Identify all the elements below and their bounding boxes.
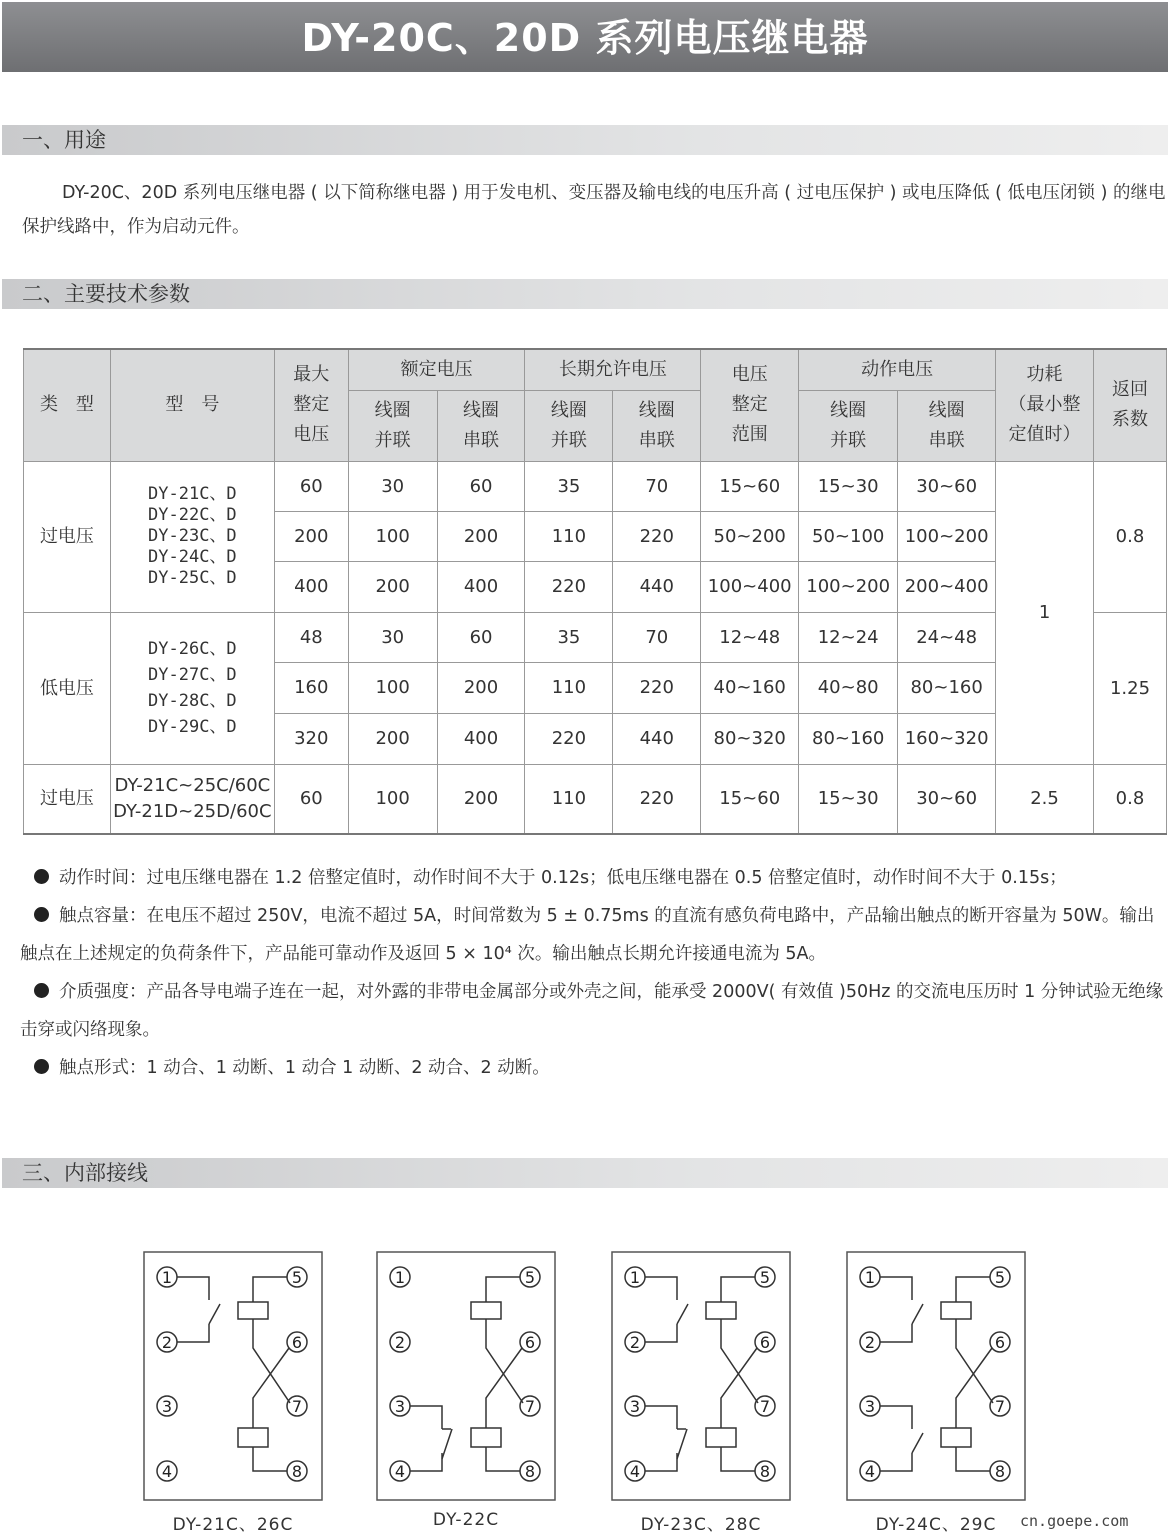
- wiring-diagram: [143, 1251, 323, 1501]
- svg-text:8: 8: [524, 1462, 536, 1481]
- svg-text:7: 7: [759, 1397, 771, 1416]
- bullet-icon: [34, 1059, 49, 1074]
- table-cell: 80~160: [898, 662, 996, 713]
- contact-make-icon: [880, 1406, 923, 1471]
- svg-text:7: 7: [291, 1397, 303, 1416]
- terminal-3-icon: [390, 1396, 410, 1416]
- terminal-8-icon: [755, 1461, 775, 1481]
- terminal-2-icon: [390, 1332, 410, 1352]
- table-cell: 100~400: [701, 561, 799, 612]
- svg-text:1: 1: [864, 1268, 876, 1287]
- svg-text:6: 6: [994, 1333, 1006, 1352]
- terminal-7-icon: [287, 1396, 307, 1416]
- svg-text:2: 2: [394, 1333, 406, 1352]
- header-model: 型 号: [110, 349, 274, 461]
- header-action-voltage: 动作电压: [799, 349, 996, 390]
- note-text: 触点容量：在电压不超过 250V，电流不超过 5A，时间常数为 5 ± 0.75ms 的直流有感负荷电路中，产品输出触点的断开容量为 50W。输出触点在上述规定的负荷条件下，产品能可靠动作及返回 5 × 10⁴ 次。输出触点长期允许接通电流为 5A。: [20, 906, 1155, 964]
- contact-make-icon: [645, 1277, 688, 1342]
- header-setting-range: 电压 整定 范围: [701, 349, 799, 461]
- header-parallel: 线圈 并联: [799, 390, 898, 461]
- terminal-5-icon: [520, 1267, 540, 1287]
- table-cell: 200: [348, 713, 437, 764]
- table-row: [24, 764, 1167, 834]
- svg-text:6: 6: [291, 1333, 303, 1352]
- svg-text:5: 5: [524, 1268, 536, 1287]
- table-cell: 100~200: [898, 511, 996, 561]
- spec-notes: [20, 859, 1167, 1087]
- cell-return-coef: 1.25: [1093, 612, 1166, 764]
- wiring-diagram: [611, 1251, 791, 1501]
- svg-text:8: 8: [759, 1462, 771, 1481]
- note-text: 介质强度：产品各导电端子连在一起，对外露的非带电金属部分或外壳之间，能承受 2000V( 有效值 )50Hz 的交流电压历时 1 分钟试验无绝缘击穿或闪络现象。: [20, 982, 1164, 1040]
- terminal-7-icon: [520, 1396, 540, 1416]
- cell-power: 1: [996, 461, 1094, 764]
- terminal-6-icon: [755, 1332, 775, 1352]
- wiring-diagram: [376, 1251, 556, 1501]
- table-cell: 100: [348, 662, 437, 713]
- svg-text:8: 8: [291, 1462, 303, 1481]
- table-cell: 200~400: [898, 561, 996, 612]
- svg-text:4: 4: [864, 1462, 876, 1481]
- table-cell: 15~60: [701, 461, 799, 511]
- svg-text:4: 4: [161, 1462, 173, 1481]
- terminal-8-icon: [990, 1461, 1010, 1481]
- note-text: 触点形式：1 动合、1 动断、1 动合 1 动断、2 动合、2 动断。: [59, 1058, 550, 1078]
- table-cell: 15~30: [799, 764, 898, 834]
- table-cell: 50~100: [799, 511, 898, 561]
- note-text: 动作时间：过电压继电器在 1.2 倍整定值时，动作时间不大于 0.12s；低电压继电器在 0.5 倍整定值时，动作时间不大于 0.15s；: [59, 868, 1067, 888]
- table-cell: 40~160: [701, 662, 799, 713]
- svg-text:2: 2: [161, 1333, 173, 1352]
- table-cell: 200: [348, 561, 437, 612]
- table-cell: 40~80: [799, 662, 898, 713]
- cell-model: DY-21C、D DY-22C、D DY-23C、D DY-24C、D DY-25C、D: [110, 461, 274, 612]
- parameters-table: [23, 348, 1167, 835]
- table-cell: 35: [525, 612, 613, 662]
- table-cell: 70: [613, 612, 701, 662]
- header-series: 线圈 串联: [613, 390, 701, 461]
- header-series: 线圈 串联: [437, 390, 525, 461]
- svg-text:5: 5: [291, 1268, 303, 1287]
- header-max-setting: 最大 整定 电压: [274, 349, 348, 461]
- header-parallel: 线圈 并联: [348, 390, 437, 461]
- table-cell: 30: [348, 461, 437, 511]
- spec-note: [20, 973, 1167, 1049]
- table-cell: 200: [437, 662, 525, 713]
- table-cell: 220: [525, 561, 613, 612]
- table-row: [24, 461, 1167, 511]
- terminal-7-icon: [755, 1396, 775, 1416]
- svg-text:8: 8: [994, 1462, 1006, 1481]
- cell-type: 过电压: [24, 461, 111, 612]
- table-cell: 70: [613, 461, 701, 511]
- section-heading-usage: 一、用途: [2, 125, 1168, 155]
- table-cell: 220: [613, 764, 701, 834]
- spec-note: [20, 897, 1167, 973]
- table-cell: 440: [613, 561, 701, 612]
- table-cell: 200: [274, 511, 348, 561]
- cell-model: DY-26C、D DY-27C、D DY-28C、D DY-29C、D: [110, 612, 274, 764]
- spec-note: [20, 1049, 1167, 1087]
- table-cell: 220: [525, 713, 613, 764]
- terminal-4-icon: [157, 1461, 177, 1481]
- diagram-label: DY-24C、29C: [875, 1515, 997, 1535]
- table-cell: 60: [437, 461, 525, 511]
- cell-return-coef: 0.8: [1093, 764, 1166, 834]
- bullet-icon: [34, 869, 49, 884]
- table-cell: 60: [274, 764, 348, 834]
- bullet-icon: [34, 907, 49, 922]
- svg-text:1: 1: [161, 1268, 173, 1287]
- table-cell: 110: [525, 511, 613, 561]
- header-longterm-voltage: 长期允许电压: [525, 349, 701, 390]
- diagram-label: DY-21C、26C: [172, 1515, 294, 1535]
- svg-text:7: 7: [994, 1397, 1006, 1416]
- section-heading-params: 二、主要技术参数: [2, 279, 1168, 309]
- contact-make-icon: [177, 1277, 220, 1342]
- svg-text:2: 2: [629, 1333, 641, 1352]
- table-cell: 100: [348, 511, 437, 561]
- table-cell: 200: [437, 511, 525, 561]
- terminal-4-icon: [625, 1461, 645, 1481]
- table-cell: 60: [437, 612, 525, 662]
- table-cell: 15~60: [701, 764, 799, 834]
- svg-text:4: 4: [629, 1462, 641, 1481]
- coil-icon: [706, 1277, 758, 1471]
- terminal-2-icon: [157, 1332, 177, 1352]
- table-cell: 160~320: [898, 713, 996, 764]
- svg-text:3: 3: [161, 1397, 173, 1416]
- table-cell: 100~200: [799, 561, 898, 612]
- terminal-6-icon: [990, 1332, 1010, 1352]
- spec-note: [20, 859, 1167, 897]
- table-cell: 24~48: [898, 612, 996, 662]
- table-cell: 30~60: [898, 461, 996, 511]
- svg-text:7: 7: [524, 1397, 536, 1416]
- diagram-label: DY-23C、28C: [640, 1515, 762, 1535]
- table-cell: 30~60: [898, 764, 996, 834]
- table-cell: 320: [274, 713, 348, 764]
- svg-text:3: 3: [394, 1397, 406, 1416]
- table-cell: 220: [613, 662, 701, 713]
- terminal-5-icon: [287, 1267, 307, 1287]
- table-cell: 110: [525, 764, 613, 834]
- wiring-diagram: [846, 1251, 1026, 1501]
- header-type: 类 型: [24, 349, 111, 461]
- svg-text:6: 6: [524, 1333, 536, 1352]
- table-cell: 110: [525, 662, 613, 713]
- terminal-5-icon: [990, 1267, 1010, 1287]
- terminal-2-icon: [625, 1332, 645, 1352]
- table-cell: 48: [274, 612, 348, 662]
- terminal-4-icon: [390, 1461, 410, 1481]
- terminal-1-icon: [625, 1267, 645, 1287]
- header-series: 线圈 串联: [898, 390, 996, 461]
- table-cell: 160: [274, 662, 348, 713]
- svg-text:5: 5: [994, 1268, 1006, 1287]
- svg-text:5: 5: [759, 1268, 771, 1287]
- page-title: DY-20C、20D 系列电压继电器: [2, 2, 1168, 72]
- terminal-1-icon: [860, 1267, 880, 1287]
- contact-break-icon: [410, 1406, 452, 1471]
- svg-text:4: 4: [394, 1462, 406, 1481]
- svg-text:6: 6: [759, 1333, 771, 1352]
- coil-icon: [471, 1277, 523, 1471]
- terminal-7-icon: [990, 1396, 1010, 1416]
- diagram-label: DY-22C: [432, 1510, 500, 1530]
- coil-icon: [941, 1277, 993, 1471]
- svg-text:1: 1: [394, 1268, 406, 1287]
- table-cell: 400: [437, 561, 525, 612]
- table-cell: 12~48: [701, 612, 799, 662]
- terminal-4-icon: [860, 1461, 880, 1481]
- terminal-8-icon: [287, 1461, 307, 1481]
- table-cell: 35: [525, 461, 613, 511]
- terminal-1-icon: [157, 1267, 177, 1287]
- table-cell: 400: [274, 561, 348, 612]
- table-cell: 100: [348, 764, 437, 834]
- table-cell: 50~200: [701, 511, 799, 561]
- table-cell: 80~320: [701, 713, 799, 764]
- terminal-6-icon: [520, 1332, 540, 1352]
- contact-make-icon: [880, 1277, 923, 1342]
- svg-text:3: 3: [864, 1397, 876, 1416]
- table-cell: 220: [613, 511, 701, 561]
- cell-power: 2.5: [996, 764, 1094, 834]
- contact-break-icon: [645, 1406, 687, 1471]
- table-cell: 400: [437, 713, 525, 764]
- terminal-6-icon: [287, 1332, 307, 1352]
- svg-text:3: 3: [629, 1397, 641, 1416]
- terminal-5-icon: [755, 1267, 775, 1287]
- terminal-3-icon: [860, 1396, 880, 1416]
- bullet-icon: [34, 983, 49, 998]
- terminal-3-icon: [625, 1396, 645, 1416]
- usage-text: DY-20C、20D 系列电压继电器 ( 以下简称继电器 ) 用于发电机、变压器及输电线的电压升高 ( 过电压保护 ) 或电压降低 ( 低电压闭锁 ) 的继电保护线路中，作为启动元件。: [22, 183, 1166, 237]
- header-parallel: 线圈 并联: [525, 390, 613, 461]
- table-cell: 30: [348, 612, 437, 662]
- cell-type: 过电压: [24, 764, 111, 834]
- cell-return-coef: 0.8: [1093, 461, 1166, 612]
- terminal-1-icon: [390, 1267, 410, 1287]
- cell-type: 低电压: [24, 612, 111, 764]
- terminal-8-icon: [520, 1461, 540, 1481]
- table-cell: 60: [274, 461, 348, 511]
- svg-text:2: 2: [864, 1333, 876, 1352]
- table-cell: 440: [613, 713, 701, 764]
- table-cell: 80~160: [799, 713, 898, 764]
- coil-icon: [238, 1277, 290, 1471]
- terminal-2-icon: [860, 1332, 880, 1352]
- cell-model: DY-21C~25C/60C DY-21D~25D/60C: [110, 764, 274, 834]
- table-cell: 200: [437, 764, 525, 834]
- section-heading-wiring: 三、内部接线: [2, 1158, 1168, 1188]
- watermark: cn.goepe.com: [1020, 1512, 1129, 1530]
- svg-text:1: 1: [629, 1268, 641, 1287]
- table-cell: 15~30: [799, 461, 898, 511]
- header-return-coef: 返回 系数: [1093, 349, 1166, 461]
- table-row: [24, 612, 1167, 662]
- table-cell: 12~24: [799, 612, 898, 662]
- header-rated-voltage: 额定电压: [348, 349, 525, 390]
- terminal-3-icon: [157, 1396, 177, 1416]
- header-power: 功耗 （最小整 定值时）: [996, 349, 1094, 461]
